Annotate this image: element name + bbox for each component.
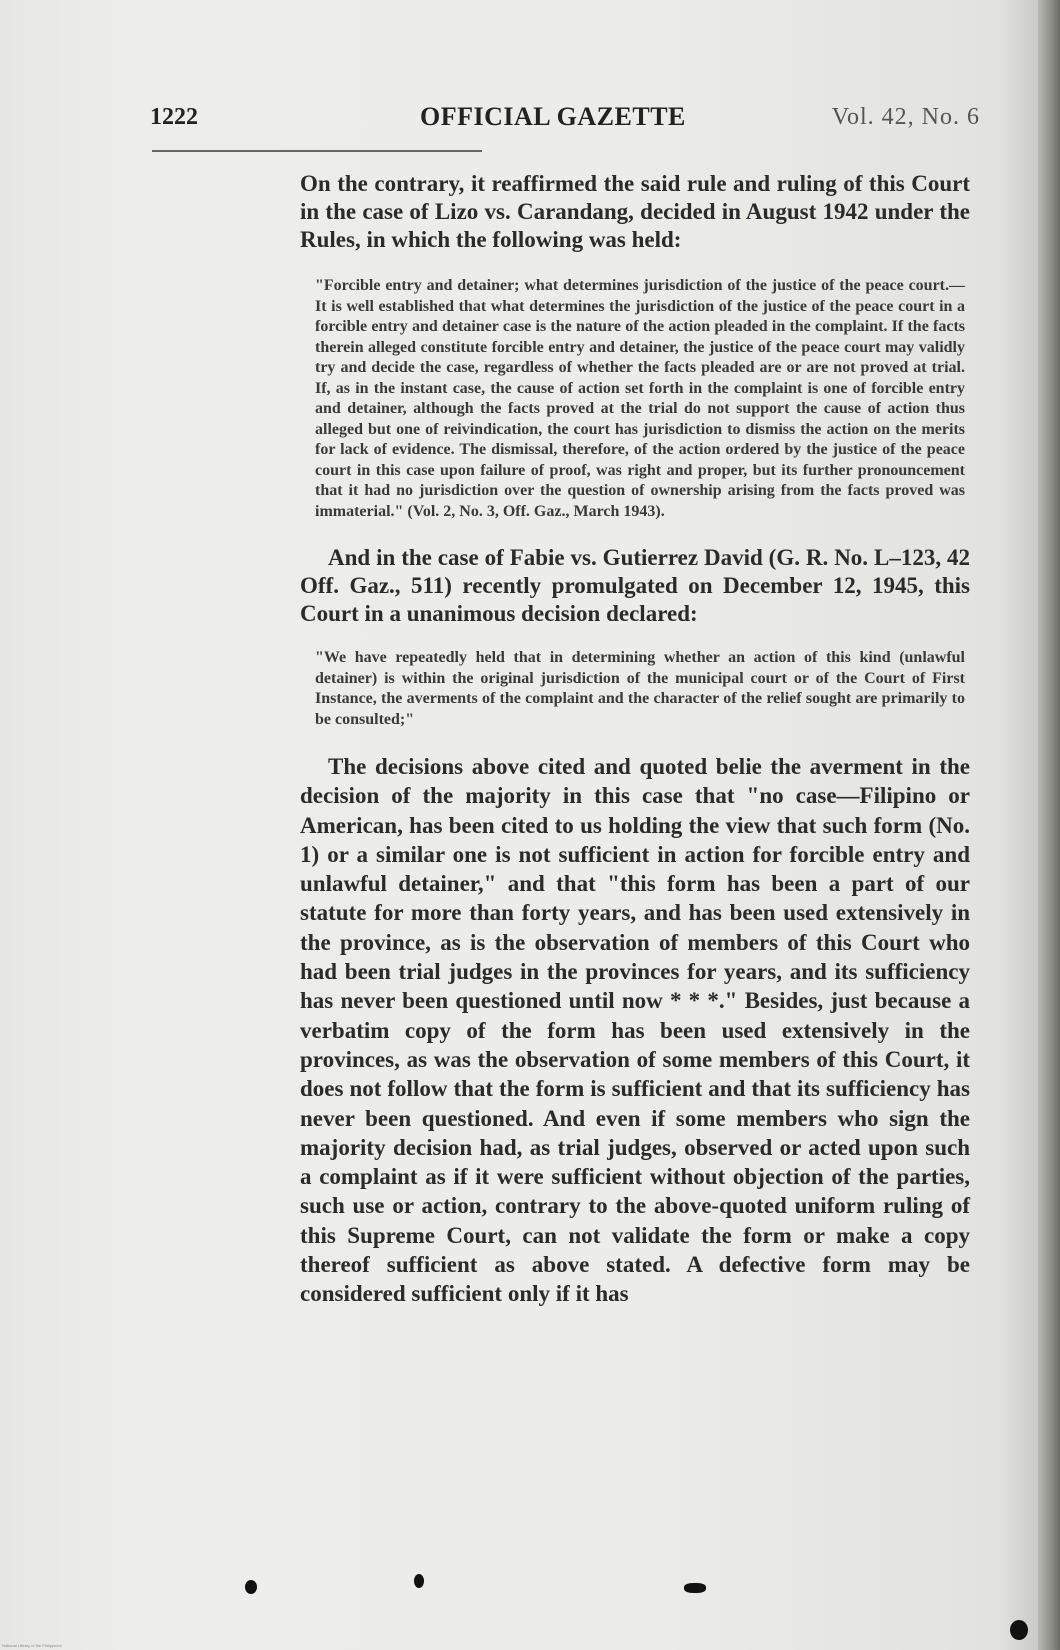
publication-title: OFFICIAL GAZETTE <box>420 102 686 131</box>
page-number: 1222 <box>150 104 198 130</box>
page-edge-shadow <box>1038 0 1060 1650</box>
paragraph-2: And in the case of Fabie vs. Gutierrez David (G. R. No. L–123, 42 Off. Gaz., 511) recently promulgated on December 12, 1945, this Court in a unanimous decision declared: <box>300 545 970 626</box>
document-body <box>150 170 970 1309</box>
volume-number: Vol. 42, No. 6 <box>831 104 980 130</box>
page-header <box>150 100 980 140</box>
paragraph-3: The decisions above cited and quoted belie the averment in the decision of the majority in this case that "no case—Filipino or American, has been cited to us holding the view that such form (No. 1) or a similar one is not sufficient in action for forcible entry and unlawful detainer," and that "this form has been a part of our statute for more than forty years, and has been used extensively in the province, as is the observation of members of this Court who had been trial judges in the provinces for years, and its sufficiency has never been questioned until now * * *." Besides, just because a verbatim copy of the form has been used extensively in the provinces, as was the observation of some members of this Court, it does not follow that the form is sufficient and that its sufficiency has never been questioned. And even if some members who sign the majority decision had, as trial judges, observed or acted upon such a complaint as if it were sufficient without objection of the parties, such use or action, contrary to the above-quoted uniform ruling of this Supreme Court, can not validate the form or make a copy thereof sufficient as above stated. A defective form may be considered sufficient only if it has <box>300 754 970 1307</box>
scan-credit: National Library of the Philippines <box>2 1643 62 1648</box>
ink-blot <box>414 1574 424 1588</box>
ink-blot <box>684 1583 706 1593</box>
ink-blot <box>1010 1620 1028 1640</box>
paragraph-1: On the contrary, it reaffirmed the said rule and ruling of this Court in the case of Lizo vs. Carandang, decided in August 1942 under the Rules, in which the following was held: <box>300 171 970 252</box>
block-quote-1: "Forcible entry and detainer; what determines jurisdiction of the justice of the peace court.—It is well established that what determines the jurisdiction of the justice of the peace court in a forcible entry and detainer case is the nature of the action pleaded in the complaint. If the facts therein alleged constitute forcible entry and detainer, the justice of the peace court may validly try and decide the case, regardless of whether the facts pleaded are or are not proved at trial. If, as in the instant case, the cause of action set forth in the complaint is one of forcible entry and detainer, although the facts proved at the trial do not support the cause of action thus alleged but one of reivindication, the court has jurisdiction to dismiss the action on the merits for lack of evidence. The dismissal, therefore, of the action ordered by the justice of the peace court in this case upon failure of proof, was right and proper, but its further pronouncement that it had no jurisdiction over the question of ownership arising from the facts proved was immaterial." (Vol. 2, No. 3, Off. Gaz., March 1943). <box>315 277 965 520</box>
ink-blot <box>245 1580 257 1594</box>
block-quote-2: "We have repeatedly held that in determining whether an action of this kind (unlawful detainer) is within the original jurisdiction of the municipal court or of the Court of First Instance, the averments of the complaint and the character of the relief sought are primarily to be consulted;" <box>315 649 965 728</box>
header-rule <box>152 150 482 152</box>
